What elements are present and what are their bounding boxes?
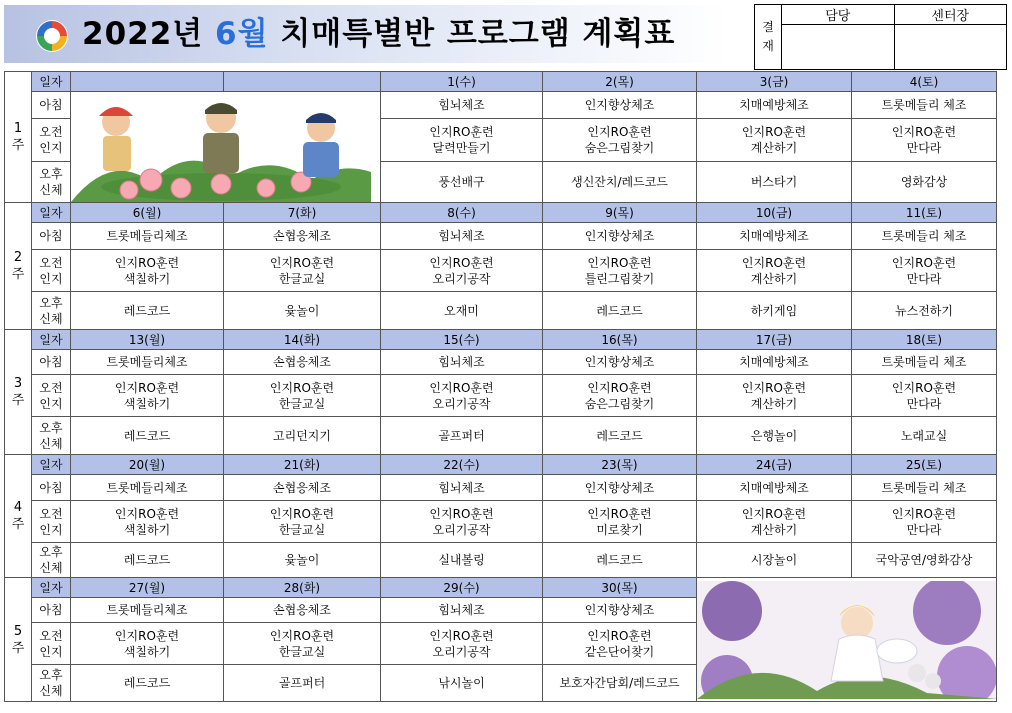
am-cell xyxy=(697,119,852,161)
am-row-label xyxy=(32,250,71,292)
week-unit: 주 xyxy=(11,640,25,656)
date-cell: 20(월) xyxy=(71,455,224,475)
week-label xyxy=(5,455,32,578)
pm-label-2: 신체 xyxy=(39,684,63,698)
pm-cell: 시장놀이 xyxy=(697,543,852,578)
week-unit: 주 xyxy=(11,138,25,153)
week-label xyxy=(5,72,32,203)
pm-row-label xyxy=(32,665,71,702)
morning-row-label: 아침 xyxy=(32,223,71,250)
date-cell: 23(목) xyxy=(543,455,697,475)
am-activity: 계산하기 xyxy=(750,396,798,411)
morning-row xyxy=(5,475,997,501)
am-cell xyxy=(543,623,697,665)
pm-cell: 골프퍼터 xyxy=(381,417,543,455)
date-row-label: 일자 xyxy=(32,578,71,598)
date-cell: 29(수) xyxy=(381,578,543,598)
am-activity: 한글교실 xyxy=(278,396,326,411)
am-cell xyxy=(852,375,997,417)
am-activity: 계산하기 xyxy=(750,522,798,537)
am-program: 인지RO훈련 xyxy=(429,255,494,270)
am-cell xyxy=(224,250,381,292)
approval-label-2: 재 xyxy=(762,39,774,53)
pm-cell: 윷놀이 xyxy=(224,292,381,330)
pm-label-1: 오후 xyxy=(39,545,63,559)
pm-cell: 레드코드 xyxy=(71,543,224,578)
am-program: 인지RO훈련 xyxy=(429,506,494,521)
am-cell xyxy=(381,623,543,665)
date-cell: 14(화) xyxy=(224,330,381,350)
morning-cell: 트롯메들리 체조 xyxy=(852,475,997,501)
pm-cell: 골프퍼터 xyxy=(224,665,381,702)
am-activity: 한글교실 xyxy=(278,644,326,659)
angel-with-flowers-illustration xyxy=(697,581,997,699)
week-number: 1 xyxy=(13,121,23,136)
morning-row xyxy=(5,223,997,250)
am-program: 인지RO훈련 xyxy=(114,255,180,270)
date-cell: 3(금) xyxy=(697,72,852,92)
pm-row-label xyxy=(32,161,71,202)
morning-cell: 트롯메들리체조 xyxy=(71,223,224,250)
pm-label-1: 오후 xyxy=(39,668,63,682)
pm-cell: 노래교실 xyxy=(852,417,997,455)
am-program: 인지RO훈련 xyxy=(269,380,335,395)
page-title xyxy=(82,14,675,54)
am-cell xyxy=(543,119,697,161)
date-cell: 16(목) xyxy=(543,330,697,350)
am-cell xyxy=(71,501,224,543)
pm-cell: 레드코드 xyxy=(543,543,697,578)
pm-cell: 레드코드 xyxy=(543,417,697,455)
morning-cell: 치매예방체조 xyxy=(697,475,852,501)
date-cell: 8(수) xyxy=(381,203,543,223)
date-row-label: 일자 xyxy=(32,330,71,350)
morning-cell: 트롯메들리 체조 xyxy=(852,92,997,119)
am-activity: 숨은그림찾기 xyxy=(584,140,655,155)
pm-cell: 버스타기 xyxy=(697,161,852,202)
am-program: 인지RO훈련 xyxy=(587,255,652,270)
date-row-label: 일자 xyxy=(32,203,71,223)
pm-label-2: 신체 xyxy=(39,436,63,451)
week-number: 3 xyxy=(13,376,23,391)
am-program: 인지RO훈련 xyxy=(891,506,957,521)
am-cell xyxy=(381,119,543,161)
illustration-bottom xyxy=(697,578,997,702)
illustration-top xyxy=(71,92,381,203)
pm-cell: 풍선배구 xyxy=(381,161,543,202)
am-row-label xyxy=(32,375,71,417)
week-date-row xyxy=(5,203,997,223)
week-number: 4 xyxy=(13,500,23,515)
am-activity: 색칠하기 xyxy=(123,644,171,659)
am-label-1: 오전 xyxy=(39,255,63,270)
morning-cell: 트롯메들리체조 xyxy=(71,350,224,375)
pm-row xyxy=(5,417,997,455)
am-row xyxy=(5,375,997,417)
pm-cell: 고리던지기 xyxy=(224,417,381,455)
am-activity: 미로찾기 xyxy=(596,522,643,537)
morning-cell: 힘뇌체조 xyxy=(381,92,543,119)
am-program: 인지RO훈련 xyxy=(269,506,335,521)
am-cell xyxy=(697,250,852,292)
am-label-2: 인지 xyxy=(39,522,63,537)
approval-label xyxy=(755,5,782,70)
date-cell: 27(월) xyxy=(71,578,224,598)
week-date-row xyxy=(5,330,997,350)
morning-cell: 치매예방체조 xyxy=(697,350,852,375)
pm-cell: 국악공연/영화감상 xyxy=(852,543,997,578)
pm-label-2: 신체 xyxy=(39,561,63,575)
approval-sign-manager[interactable] xyxy=(782,25,895,70)
am-program: 인지RO훈련 xyxy=(429,380,494,395)
am-cell xyxy=(381,501,543,543)
am-activity: 색칠하기 xyxy=(123,522,171,537)
pm-cell: 실내볼링 xyxy=(381,543,543,578)
date-cell: 6(월) xyxy=(71,203,224,223)
am-row-label xyxy=(32,501,71,543)
date-cell: 30(목) xyxy=(543,578,697,598)
pm-cell: 레드코드 xyxy=(71,417,224,455)
pm-label-1: 오후 xyxy=(39,166,63,181)
morning-cell: 힘뇌체조 xyxy=(381,350,543,375)
am-activity: 오리기공작 xyxy=(432,271,491,286)
am-activity: 숨은그림찾기 xyxy=(584,396,655,411)
approval-col-director: 센터장 xyxy=(894,5,1007,25)
date-cell: 11(토) xyxy=(852,203,997,223)
am-program: 인지RO훈련 xyxy=(587,380,652,395)
approval-label-1: 결 xyxy=(762,20,774,34)
date-cell: 17(금) xyxy=(697,330,852,350)
am-program: 인지RO훈련 xyxy=(114,628,180,643)
am-label-2: 인지 xyxy=(39,396,63,411)
am-cell xyxy=(71,623,224,665)
date-cell: 15(수) xyxy=(381,330,543,350)
am-cell xyxy=(381,250,543,292)
am-activity: 만다라 xyxy=(906,396,942,411)
am-activity: 한글교실 xyxy=(278,271,326,286)
date-cell: 18(토) xyxy=(852,330,997,350)
morning-cell: 힘뇌체조 xyxy=(381,223,543,250)
am-program: 인지RO훈련 xyxy=(741,255,807,270)
am-cell xyxy=(852,501,997,543)
week-label xyxy=(5,330,32,455)
am-cell xyxy=(852,250,997,292)
date-cell xyxy=(71,72,224,92)
pm-label-2: 신체 xyxy=(39,311,63,326)
morning-cell: 손협응체조 xyxy=(224,475,381,501)
date-cell: 7(화) xyxy=(224,203,381,223)
title-banner xyxy=(4,5,727,63)
morning-row xyxy=(5,350,997,375)
morning-cell: 인지향상체조 xyxy=(543,223,697,250)
morning-cell: 손협응체조 xyxy=(224,350,381,375)
morning-cell: 치매예방체조 xyxy=(697,223,852,250)
pm-label-1: 오후 xyxy=(39,420,63,435)
am-activity: 계산하기 xyxy=(750,140,798,155)
am-activity: 만다라 xyxy=(906,271,942,286)
am-activity: 오리기공작 xyxy=(432,522,491,537)
am-cell xyxy=(543,501,697,543)
pm-cell: 낚시놀이 xyxy=(381,665,543,702)
pm-cell: 은행놀이 xyxy=(697,417,852,455)
am-cell xyxy=(697,501,852,543)
am-activity: 오리기공작 xyxy=(432,396,491,411)
pm-label-2: 신체 xyxy=(39,182,63,197)
week-date-row xyxy=(5,578,997,598)
am-cell xyxy=(224,501,381,543)
approval-col-manager: 담당 xyxy=(782,5,895,25)
date-cell: 10(금) xyxy=(697,203,852,223)
pm-cell: 뉴스전하기 xyxy=(852,292,997,330)
title-year: 2022년 xyxy=(82,16,204,52)
morning-row xyxy=(5,92,997,119)
pm-cell: 윷놀이 xyxy=(224,543,381,578)
schedule-table xyxy=(4,71,997,702)
pm-cell: 하키게임 xyxy=(697,292,852,330)
title-rest: 치매특별반 프로그램 계획표 xyxy=(280,16,676,52)
am-activity: 오리기공작 xyxy=(432,644,491,659)
date-cell xyxy=(224,72,381,92)
am-label-2: 인지 xyxy=(39,140,63,155)
pm-row-label xyxy=(32,292,71,330)
am-activity: 한글교실 xyxy=(278,522,326,537)
morning-cell: 손협응체조 xyxy=(224,223,381,250)
am-cell xyxy=(71,250,224,292)
week-unit: 주 xyxy=(11,393,25,408)
am-cell xyxy=(852,119,997,161)
morning-cell: 트롯메들리 체조 xyxy=(852,223,997,250)
am-cell xyxy=(543,250,697,292)
am-row-label xyxy=(32,119,71,161)
am-activity: 달력만들기 xyxy=(432,140,491,155)
morning-cell: 치매예방체조 xyxy=(697,92,852,119)
am-activity: 같은단어찾기 xyxy=(584,644,655,659)
am-row xyxy=(5,501,997,543)
am-activity: 만다라 xyxy=(906,140,942,155)
am-program: 인지RO훈련 xyxy=(114,380,180,395)
am-cell xyxy=(224,623,381,665)
title-month: 6월 xyxy=(215,16,269,52)
pm-row xyxy=(5,292,997,330)
morning-cell: 인지향상체조 xyxy=(543,598,697,623)
date-row-label: 일자 xyxy=(32,455,71,475)
am-activity: 계산하기 xyxy=(750,271,798,286)
date-cell: 13(월) xyxy=(71,330,224,350)
uniformed-people-with-flowers-illustration xyxy=(71,92,371,202)
morning-cell: 트롯메들리체조 xyxy=(71,475,224,501)
week-unit: 주 xyxy=(11,267,25,282)
pm-cell: 레드코드 xyxy=(71,292,224,330)
am-activity: 색칠하기 xyxy=(123,396,171,411)
pm-cell: 생신잔치/레드코드 xyxy=(543,161,697,202)
morning-cell: 힘뇌체조 xyxy=(381,598,543,623)
pm-cell: 보호자간담회/레드코드 xyxy=(543,665,697,702)
pm-cell: 영화감상 xyxy=(852,161,997,202)
am-program: 인지RO훈련 xyxy=(269,255,335,270)
date-cell: 24(금) xyxy=(697,455,852,475)
morning-cell: 트롯메들리체조 xyxy=(71,598,224,623)
pm-cell: 레드코드 xyxy=(543,292,697,330)
date-cell: 9(목) xyxy=(543,203,697,223)
am-activity: 틀린그림찾기 xyxy=(584,271,655,286)
am-activity: 색칠하기 xyxy=(123,271,171,286)
pm-cell: 레드코드 xyxy=(71,665,224,702)
week-number: 5 xyxy=(13,623,23,639)
am-label-1: 오전 xyxy=(39,124,63,139)
am-label-1: 오전 xyxy=(39,628,63,643)
am-label-1: 오전 xyxy=(39,506,63,521)
approval-sign-director[interactable] xyxy=(894,25,1007,70)
date-cell: 4(토) xyxy=(852,72,997,92)
am-cell xyxy=(381,375,543,417)
am-activity: 만다라 xyxy=(906,522,942,537)
morning-cell: 인지향상체조 xyxy=(543,350,697,375)
am-program: 인지RO훈련 xyxy=(741,506,807,521)
date-cell: 22(수) xyxy=(381,455,543,475)
pm-row-label xyxy=(32,417,71,455)
morning-cell: 힘뇌체조 xyxy=(381,475,543,501)
week-number: 2 xyxy=(13,250,23,265)
am-cell xyxy=(543,375,697,417)
am-program: 인지RO훈련 xyxy=(741,124,807,139)
center-logo-icon xyxy=(34,18,70,54)
am-program: 인지RO훈련 xyxy=(891,124,957,139)
date-cell: 28(화) xyxy=(224,578,381,598)
morning-cell: 인지향상체조 xyxy=(543,92,697,119)
week-unit: 주 xyxy=(11,517,25,532)
morning-row-label: 아침 xyxy=(32,92,71,119)
pm-row-label xyxy=(32,543,71,578)
am-cell xyxy=(697,375,852,417)
am-row xyxy=(5,250,997,292)
morning-cell: 트롯메들리 체조 xyxy=(852,350,997,375)
am-program: 인지RO훈련 xyxy=(587,124,652,139)
date-cell: 1(수) xyxy=(381,72,543,92)
pm-label-1: 오후 xyxy=(39,295,63,310)
week-label xyxy=(5,203,32,330)
am-program: 인지RO훈련 xyxy=(429,628,494,643)
am-program: 인지RO훈련 xyxy=(587,628,652,643)
am-row-label xyxy=(32,623,71,665)
pm-row xyxy=(5,543,997,578)
morning-row-label: 아침 xyxy=(32,475,71,501)
date-cell: 2(목) xyxy=(543,72,697,92)
date-row-label: 일자 xyxy=(32,72,71,92)
pm-cell: 오재미 xyxy=(381,292,543,330)
date-cell: 25(토) xyxy=(852,455,997,475)
am-program: 인지RO훈련 xyxy=(891,255,957,270)
morning-cell: 인지향상체조 xyxy=(543,475,697,501)
am-program: 인지RO훈련 xyxy=(429,124,494,139)
week-date-row xyxy=(5,72,997,92)
am-cell xyxy=(71,375,224,417)
am-label-1: 오전 xyxy=(39,380,63,395)
morning-cell: 손협응체조 xyxy=(224,598,381,623)
am-program: 인지RO훈련 xyxy=(741,380,807,395)
am-program: 인지RO훈련 xyxy=(587,506,652,521)
am-label-2: 인지 xyxy=(39,644,63,659)
date-cell: 21(화) xyxy=(224,455,381,475)
am-program: 인지RO훈련 xyxy=(891,380,957,395)
week-label xyxy=(5,578,32,702)
approval-box xyxy=(754,4,1007,70)
week-date-row xyxy=(5,455,997,475)
am-cell xyxy=(224,375,381,417)
morning-row-label: 아침 xyxy=(32,598,71,623)
morning-row-label: 아침 xyxy=(32,350,71,375)
am-program: 인지RO훈련 xyxy=(114,506,180,521)
am-label-2: 인지 xyxy=(39,271,63,286)
am-program: 인지RO훈련 xyxy=(269,628,335,643)
